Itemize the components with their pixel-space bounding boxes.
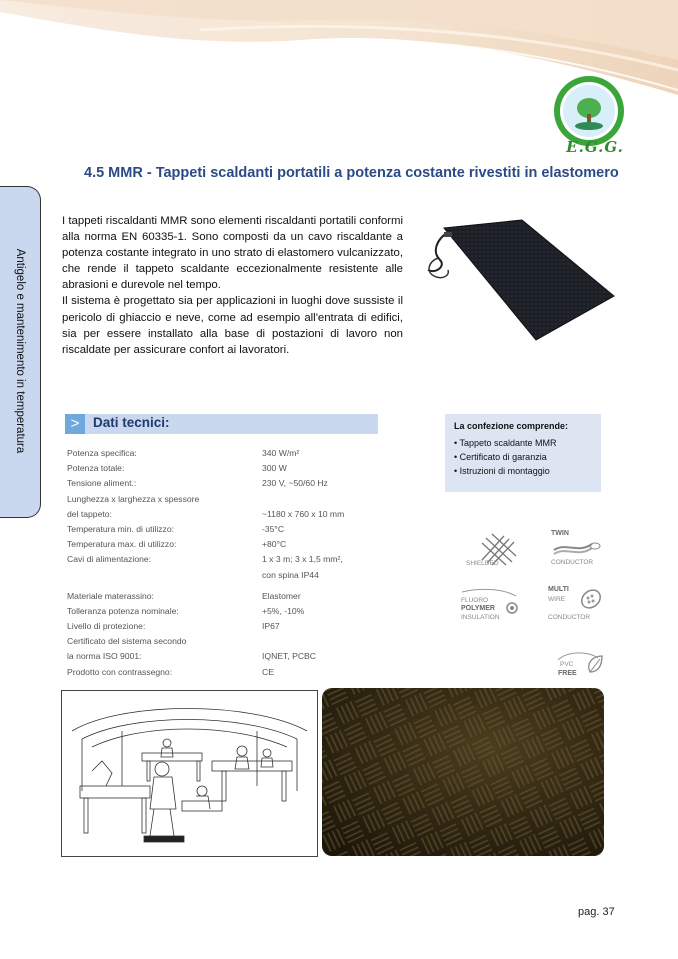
multi-conductor-label: CONDUCTOR xyxy=(548,614,591,621)
spec-label: Potenza totale: xyxy=(67,463,125,474)
spec-row xyxy=(67,667,367,682)
list-item: • Istruzioni di montaggio xyxy=(454,464,557,478)
intro-text xyxy=(62,213,403,358)
spec-value: con spina IP44 xyxy=(262,569,319,580)
spec-row xyxy=(67,524,367,539)
spec-row xyxy=(67,591,367,606)
multi-label xyxy=(548,586,569,593)
intro-paragraph: I tappeti riscaldanti MMR sono elementi riscaldanti portatili conformi alla norma EN 60335-1. Sono composti da un cavo riscaldante a potenza costante integrato in uno strato di elastomero vulcanizzato, che rende il tappeto scaldante eccezionalmente resistente alle abrasioni e durevole nel tempo. xyxy=(62,215,403,292)
polymer-label-text: POLYMER xyxy=(461,605,495,612)
multi-wire-icon xyxy=(576,584,606,614)
egg-logo-icon xyxy=(552,74,626,148)
spec-value: IQNET, PCBC xyxy=(262,651,316,662)
spec-label: Tensione aliment.: xyxy=(67,478,137,489)
spec-label: Cavi di alimentazione: xyxy=(67,554,152,565)
spec-row xyxy=(67,448,367,463)
spec-value: CE xyxy=(262,666,274,677)
specs-table xyxy=(67,448,367,682)
spec-row xyxy=(67,494,367,509)
insulation-label: INSULATION xyxy=(461,614,500,621)
fluoro-label: FLUORO xyxy=(461,597,489,604)
list-item: • Tappeto scaldante MMR xyxy=(454,436,557,450)
spec-value: -35°C xyxy=(262,523,285,534)
spec-label: Temperatura max. di utilizzo: xyxy=(67,539,177,550)
page-title: 4.5 MMR - Tappeti scaldanti portatili a potenza costante rivestiti in elastomero xyxy=(84,165,619,181)
spec-row xyxy=(67,463,367,478)
spec-label: Prodotto con contrassegno: xyxy=(67,666,173,677)
spec-label: Lunghezza x larghezza x spessore xyxy=(67,493,200,504)
multi-label-text: MULTI xyxy=(548,586,569,593)
package-contents-box xyxy=(445,414,601,492)
intro-paragraph: Il sistema è progettato sia per applicazioni in luoghi dove sussiste il pericolo di ghiaccio e neve, come ad esempio all'entrata di edifici, sia per essere installato alla base di postazioni di lavoro non riscaldate per assicurare confort ai lavoratori. xyxy=(62,295,403,356)
spec-value: +80°C xyxy=(262,539,287,550)
heating-mat-photo xyxy=(426,218,616,342)
side-tab-label: Antigelo e mantenimento in temperatura xyxy=(14,248,26,454)
twin-label xyxy=(551,530,569,537)
list-item: • Certificato di garanzia xyxy=(454,450,557,464)
spec-label: Temperatura min. di utilizzo: xyxy=(67,523,174,534)
dati-tecnici-title: Dati tecnici: xyxy=(93,415,170,430)
twin-conductor-label: CONDUCTOR xyxy=(551,559,594,566)
spec-row xyxy=(67,570,367,585)
twin-conductor-icon xyxy=(552,538,602,558)
spec-label: la norma ISO 9001: xyxy=(67,651,142,662)
spec-row xyxy=(67,621,367,636)
arrow-right-icon: > xyxy=(65,414,85,434)
spec-row xyxy=(67,539,367,554)
logo-text: E.G.G. xyxy=(566,138,624,156)
spec-value: ~1180 x 760 x 10 mm xyxy=(262,508,345,519)
pvc-label: PVC xyxy=(560,661,574,668)
pvc-free-leaf-icon xyxy=(556,650,606,682)
spec-value: 300 W xyxy=(262,463,287,474)
spec-value: 340 W/m² xyxy=(262,448,300,458)
package-contents-list xyxy=(454,436,557,478)
spec-value: +5%, -10% xyxy=(262,605,305,616)
page-number: pag. 37 xyxy=(578,906,615,918)
spec-label: Materiale materassino: xyxy=(67,590,154,601)
wire-label: WIRE xyxy=(548,596,565,603)
spec-label: Potenza specifica: xyxy=(67,448,137,458)
fluoro-polymer-icon xyxy=(458,588,524,624)
spec-value: 1 x 3 m; 3 x 1,5 mm², xyxy=(262,554,343,565)
spec-label: Tolleranza potenza nominale: xyxy=(67,605,179,616)
package-contents-title: La confezione comprende: xyxy=(454,421,569,431)
dati-tecnici-header xyxy=(65,414,378,434)
spec-value: IP67 xyxy=(262,621,280,632)
spec-row xyxy=(67,606,367,621)
spec-row xyxy=(67,636,367,651)
spec-value: Elastomer xyxy=(262,590,301,601)
spec-row xyxy=(67,509,367,524)
mat-texture-photo xyxy=(322,688,604,856)
spec-label: Certificato del sistema secondo xyxy=(67,636,187,647)
twin-label-1: TWIN xyxy=(551,530,569,537)
spec-label: Livello di protezione: xyxy=(67,621,146,632)
shielded-label: SHIELDED xyxy=(466,560,499,567)
workshop-illustration xyxy=(61,690,318,857)
spec-row xyxy=(67,651,367,666)
pvc-free-text: FREE xyxy=(558,670,577,677)
spec-row xyxy=(67,554,367,569)
spec-value: 230 V, ~50/60 Hz xyxy=(262,478,328,489)
spec-label: del tappeto: xyxy=(67,508,112,519)
spec-row xyxy=(67,478,367,493)
